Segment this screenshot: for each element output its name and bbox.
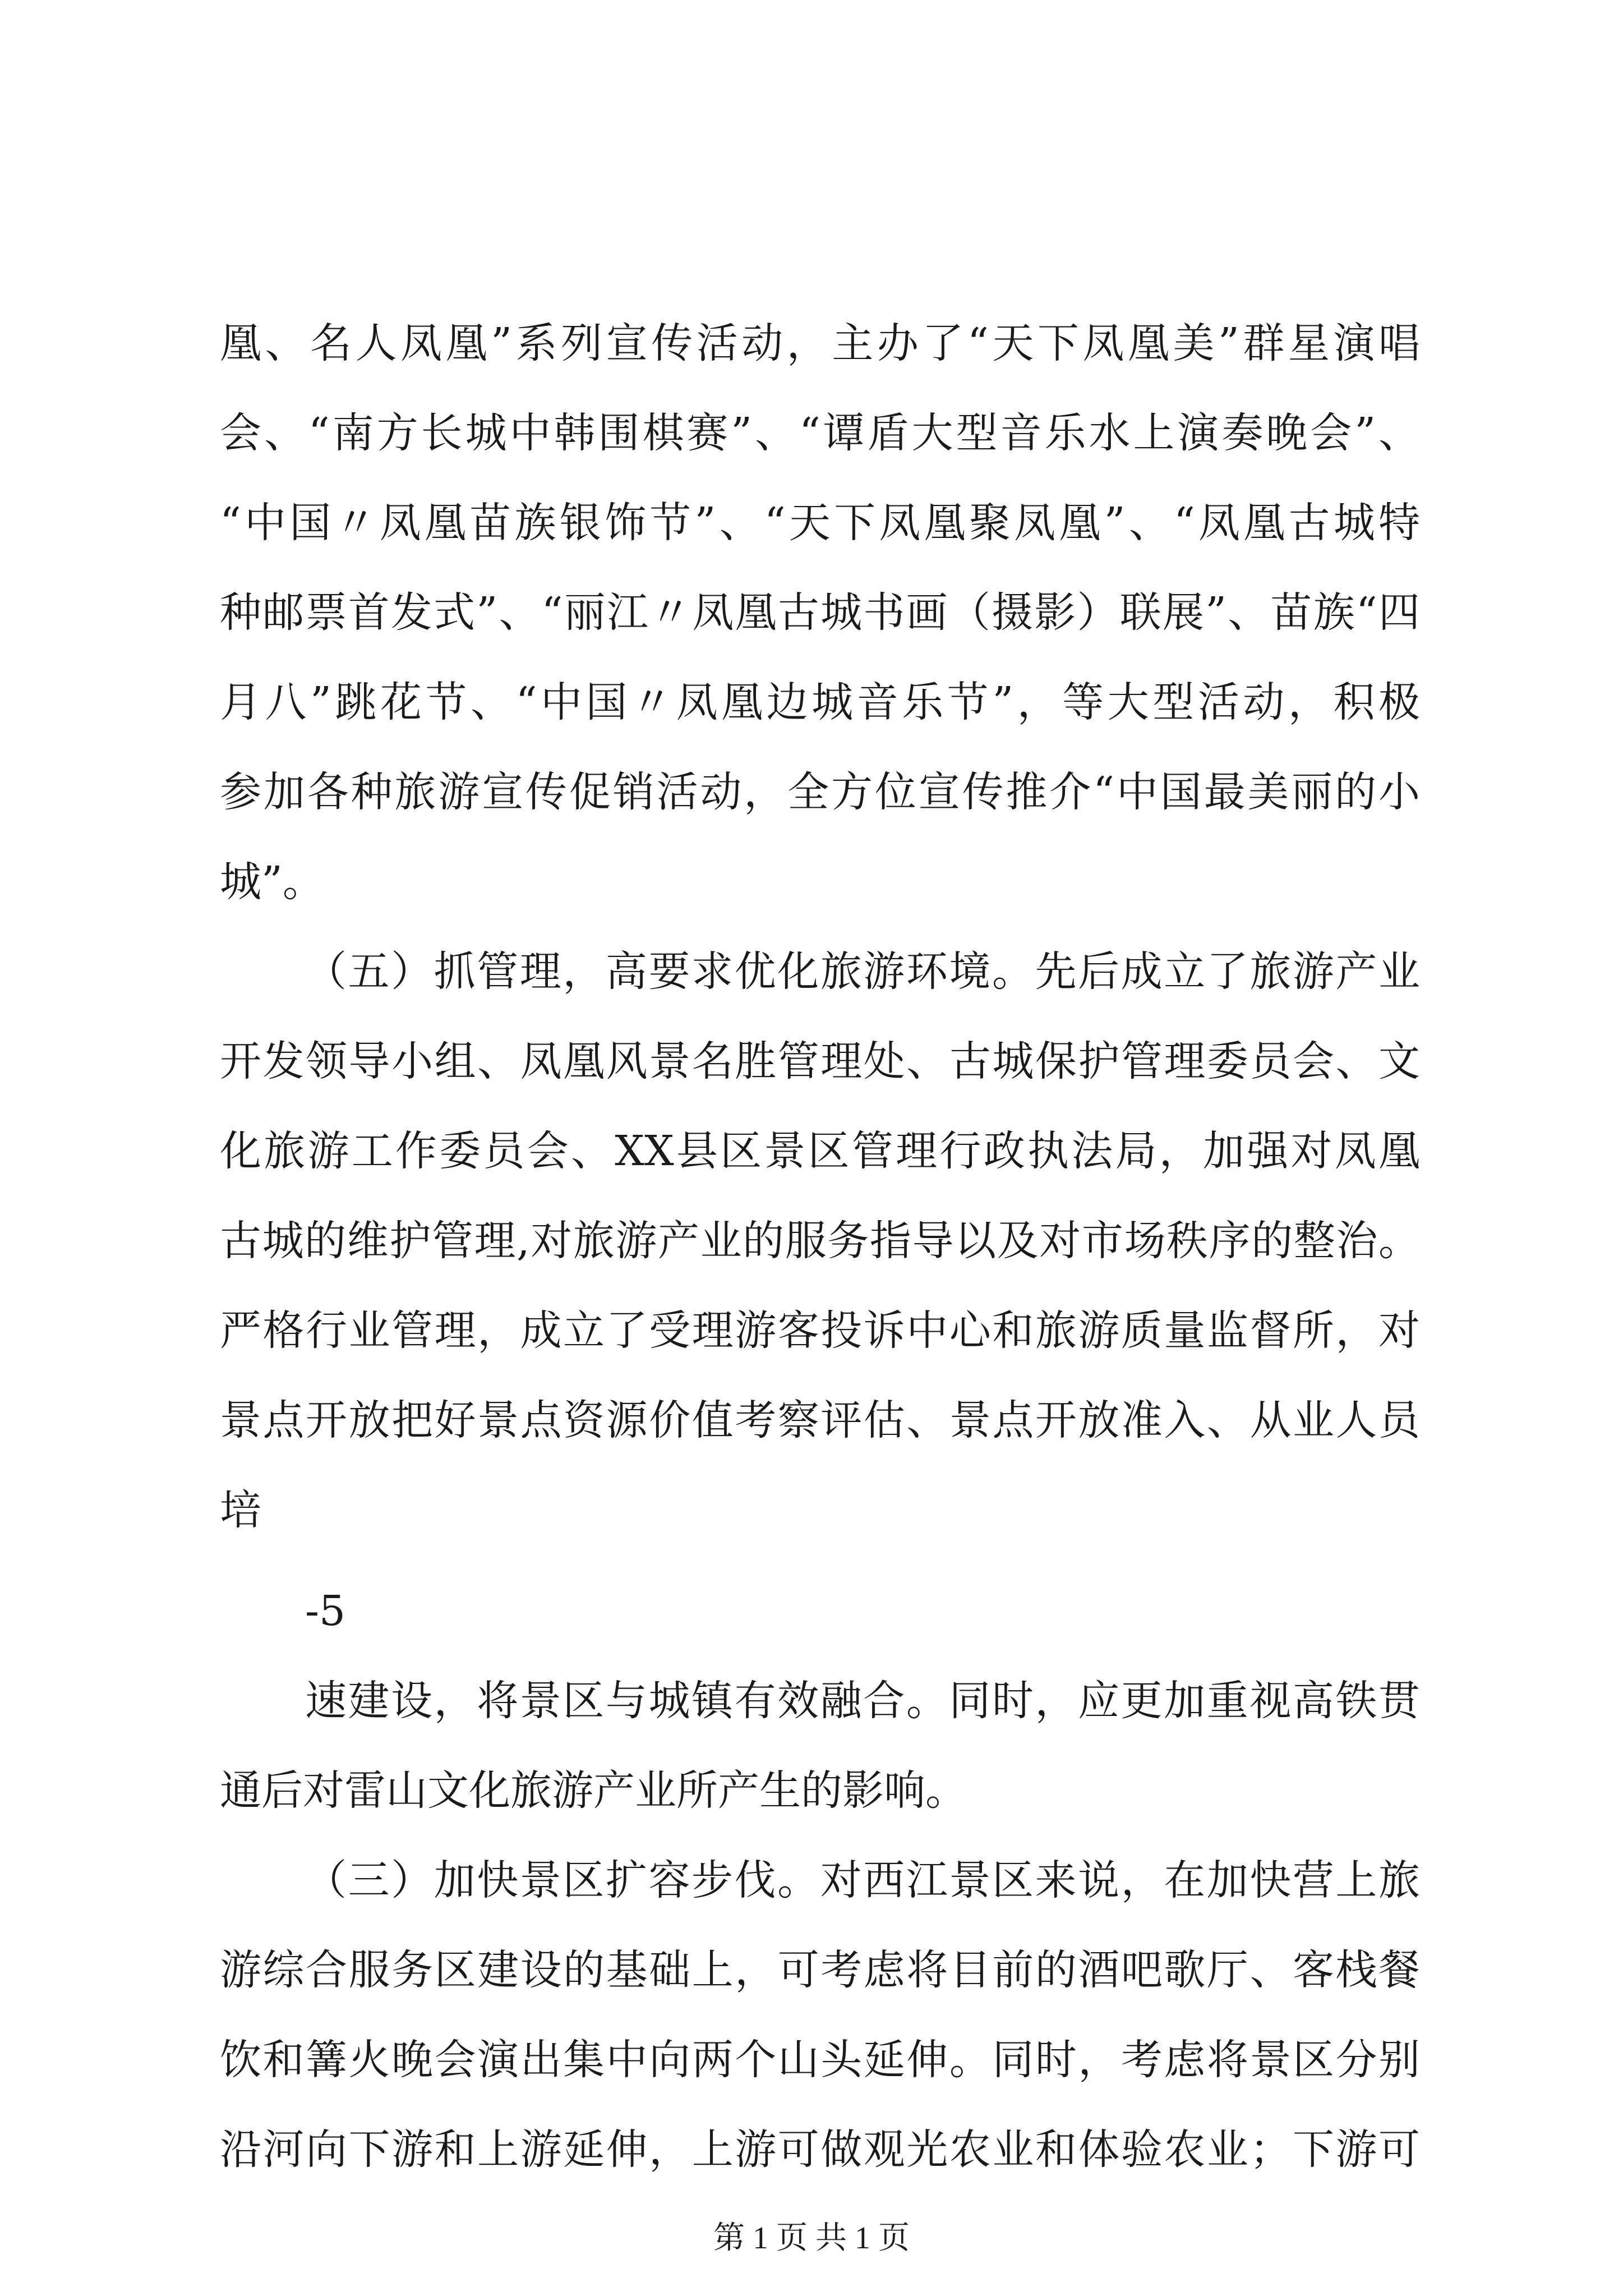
paragraph-start-line: （五）抓管理，高要求优化旅游环境。先后成立了旅游产业 xyxy=(305,947,1420,996)
text-line: 化旅游工作委员会、XX县区景区管理行政执法局，加强对凤凰 xyxy=(220,1127,1420,1175)
text-line: 城”。 xyxy=(220,858,324,906)
inline-page-number: -5 xyxy=(305,1587,346,1635)
text-line: 月八”跳花节、“中国〃凤凰边城音乐节”，等大型活动，积极 xyxy=(220,678,1420,726)
text-line: 参加各种旅游宣传促销活动，全方位宣传推介“中国最美丽的小 xyxy=(220,768,1420,816)
paragraph-start-line: （三）加快景区扩容步伐。对西江景区来说，在加快营上旅 xyxy=(305,1856,1420,1904)
text-line: 景点开放把好景点资源价值考察评估、景点开放准入、从业人员 xyxy=(220,1396,1420,1444)
text-line: 开发领导小组、凤凰风景名胜管理处、古城保护管理委员会、文 xyxy=(220,1037,1420,1085)
text-line: 种邮票首发式”、“丽江〃凤凰古城书画（摄影）联展”、苗族“四 xyxy=(220,588,1420,637)
page-footer: 第 1 页 共 1 页 xyxy=(713,2221,910,2256)
text-line: 通后对雷山文化旅游产业所产生的影响。 xyxy=(220,1766,967,1815)
text-line: 培 xyxy=(220,1486,261,1534)
text-line: 沿河向下游和上游延伸，上游可做观光农业和体验农业；下游可 xyxy=(220,2125,1420,2174)
text-line: 会、“南方长城中韩围棋赛”、“谭盾大型音乐水上演奏晚会”、 xyxy=(220,409,1420,457)
text-line: 凰、名人凤凰”系列宣传活动，主办了“天下凤凰美”群星演唱 xyxy=(220,319,1420,367)
paragraph-start-line: 速建设，将景区与城镇有效融合。同时，应更加重视高铁贯 xyxy=(305,1677,1420,1725)
text-line: 饮和篝火晚会演出集中向两个山头延伸。同时，考虑将景区分别 xyxy=(220,2036,1420,2084)
text-line: “中国〃凤凰苗族银饰节”、“天下凤凰聚凤凰”、“凤凰古城特 xyxy=(220,499,1420,547)
text-line: 严格行业管理，成立了受理游客投诉中心和旅游质量监督所，对 xyxy=(220,1306,1420,1355)
text-line: 游综合服务区建设的基础上，可考虑将目前的酒吧歌厅、客栈餐 xyxy=(220,1946,1420,1994)
text-line: 古城的维护管理,对旅游产业的服务指导以及对市场秩序的整治。 xyxy=(220,1217,1420,1265)
